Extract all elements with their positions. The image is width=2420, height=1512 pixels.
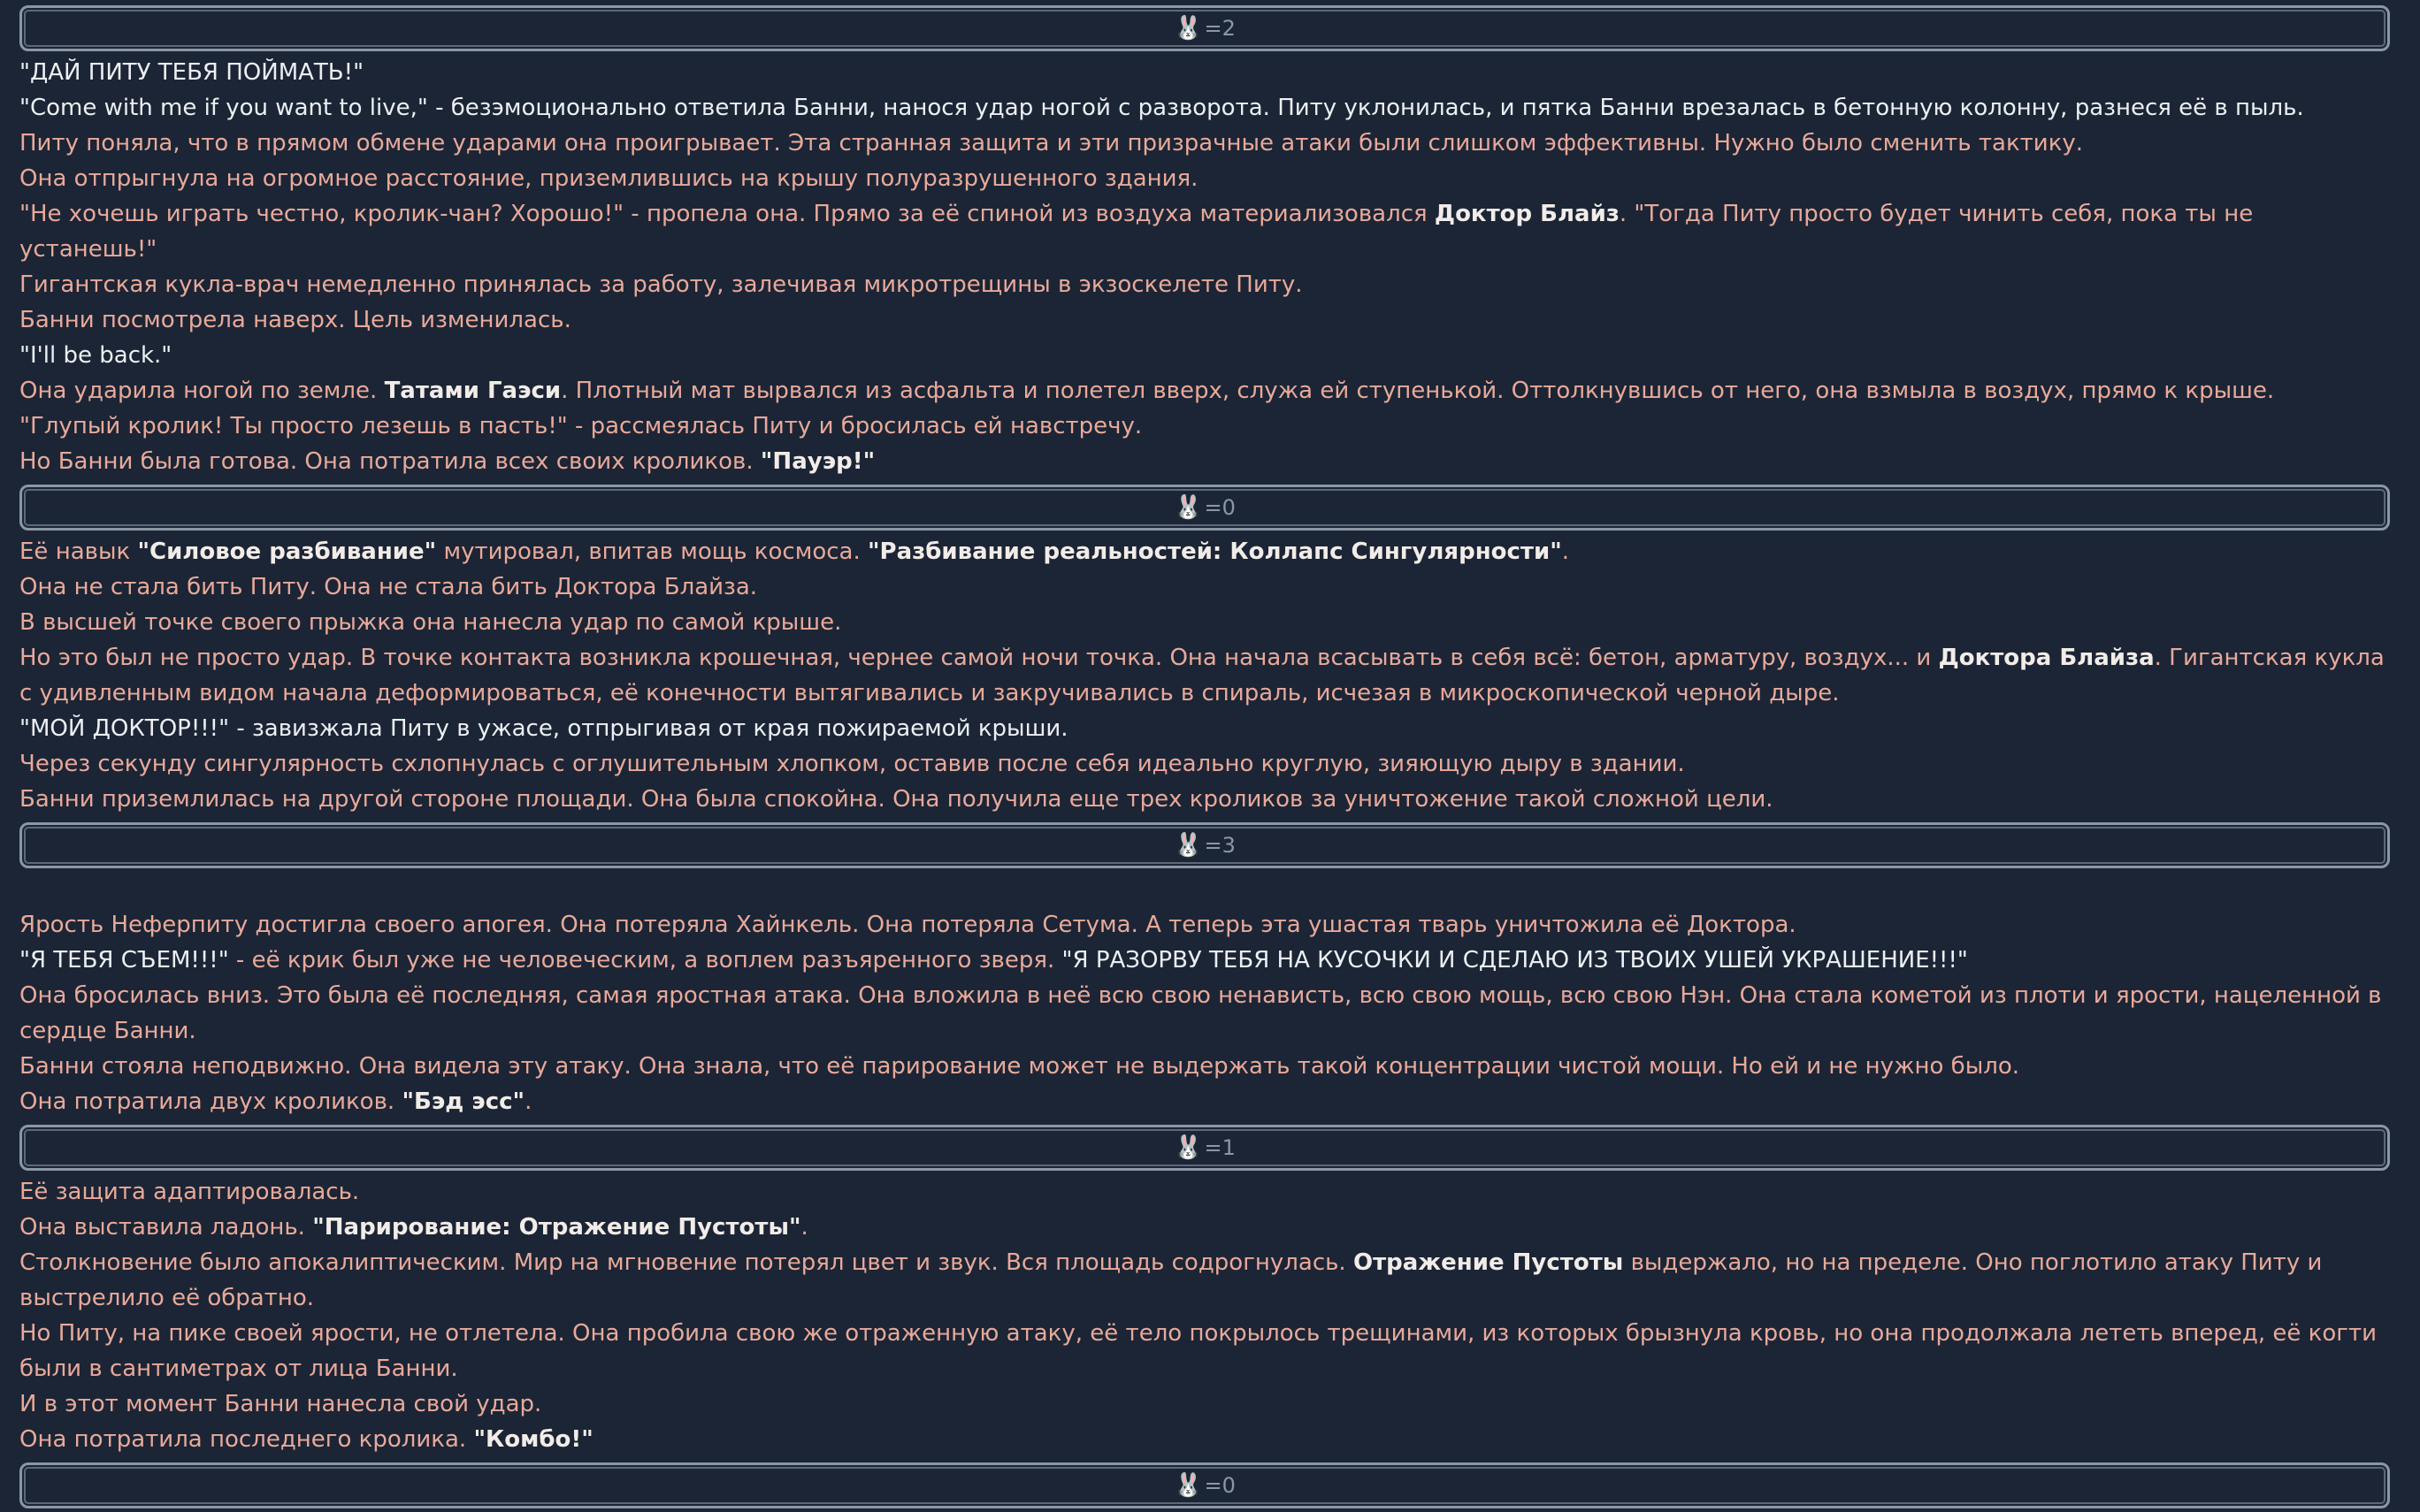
story-line: В высшей точке своего прыжка она нанесла удар по самой крыше. xyxy=(19,609,842,636)
text: Она потратила последнего кролика. xyxy=(19,1426,474,1453)
story-line xyxy=(19,1084,2390,1119)
story-line: Питу поняла, что в прямом обмене ударами она проигрывает. Эта странная защита и эти призрачные атаки были слишком эффективны. Нужно было сменить тактику. xyxy=(19,130,2084,157)
rabbit-count: =0 xyxy=(1204,495,1236,520)
story-line xyxy=(19,534,2390,569)
story-line: Она не стала бить Питу. Она не стала бить Доктора Блайза. xyxy=(19,574,758,600)
quote: "Come with me if you want to live," - безэмоционально ответила Банни, нанося удар ногой с разворота. Питу уклонилась, и пятка Банни врезалась в бетонную колонну, разнеся её в пыль. xyxy=(19,95,2304,121)
text: мутировал, впитав мощь космоса. xyxy=(436,538,868,565)
story-line: "Глупый кролик! Ты просто лезешь в пасть!" - рассмеялась Питу и бросилась ей навстречу. xyxy=(19,413,1143,439)
rabbit-counter xyxy=(19,1462,2390,1508)
story-line: Через секунду сингулярность схлопнулась с оглушительным хлопком, оставив после себя идеально круглую, зияющую дыру в здании. xyxy=(19,751,1685,777)
quote: "Я ТЕБЯ СЪЕМ!!!" xyxy=(19,947,229,974)
story-line xyxy=(19,196,2390,267)
rabbit-counter xyxy=(19,5,2390,51)
story-line xyxy=(19,1210,2390,1245)
bold-name: Доктор Блайз xyxy=(1434,201,1620,227)
rabbit-count: =0 xyxy=(1204,1473,1236,1498)
rabbit-counter xyxy=(19,1125,2390,1171)
text: "Не хочешь играть честно, кролик-чан? Хорошо!" - пропела она. Прямо за её спиной из воздуха материализовался xyxy=(19,201,1435,227)
bold-name: Доктора Блайза xyxy=(1938,645,2155,671)
text: - её крик был уже не человеческим, а воплем разъяренного зверя. xyxy=(228,947,1062,974)
rabbit-count: =2 xyxy=(1204,16,1236,41)
story-line: Ярость Неферпиту достигла своего апогея. Она потеряла Хайнкель. Она потеряла Сетума. А теперь эта ушастая тварь уничтожила её Доктора. xyxy=(19,912,1796,938)
rabbit-icon: 🐰 xyxy=(1174,15,1203,42)
story-line xyxy=(19,1422,2390,1457)
story-content xyxy=(19,0,2390,1512)
story-line: Она бросилась вниз. Это была её последняя, самая яростная атака. Она вложила в неё всю свою ненависть, всю свою мощь, всю свою Нэн. Она стала кометой из плоти и ярости, нацеленной в сердце Банни. xyxy=(19,982,2382,1044)
rabbit-counter xyxy=(19,822,2390,868)
story-line xyxy=(19,1245,2390,1316)
text: Её навык xyxy=(19,538,138,565)
story-line xyxy=(19,90,2390,126)
text: Она потратила двух кроликов. xyxy=(19,1088,402,1115)
story-line: "МОЙ ДОКТОР!!!" - завизжала Питу в ужасе, отпрыгивая от края пожираемой крыши. xyxy=(19,715,1068,742)
story-line xyxy=(19,943,2390,978)
story-line: Гигантская кукла-врач немедленно принялась за работу, залечивая микротрещины в экзоскелете Питу. xyxy=(19,271,1303,298)
rabbit-count: =3 xyxy=(1204,833,1236,858)
story-line: Её защита адаптировалась. xyxy=(19,1179,360,1205)
bold-name: "Пауэр!" xyxy=(760,448,876,475)
story-line xyxy=(19,373,2390,409)
text: выдержало, но на пределе. Оно поглотило атаку Питу и выстрелило её обратно. xyxy=(19,1249,2323,1311)
bold-name: Татами Гаэси xyxy=(384,378,562,404)
story-line: Банни стояла неподвижно. Она видела эту атаку. Она знала, что её парирование может не выдержать такой концентрации чистой мощи. Но ей и не нужно было. xyxy=(19,1053,2020,1080)
story-line: И в этот момент Банни нанесла свой удар. xyxy=(19,1391,542,1417)
text: Она выставила ладонь. xyxy=(19,1214,313,1241)
text: . Плотный мат вырвался из асфальта и полетел вверх, служа ей ступенькой. Оттолкнувшись от него, она взмыла в воздух, прямо к крыше. xyxy=(561,378,2275,404)
quote: "Я РАЗОРВУ ТЕБЯ НА КУСОЧКИ И СДЕЛАЮ ИЗ ТВОИХ УШЕЙ УКРАШЕНИЕ!!!" xyxy=(1061,947,1968,974)
rabbit-count: =1 xyxy=(1204,1135,1236,1160)
text: . Гигантская кукла с удивленным видом начала деформироваться, её конечности вытягивались и закручивались в спираль, исчезая в микроскопической черной дыре. xyxy=(19,645,2385,706)
story-line xyxy=(19,640,2390,711)
text: Столкновение было апокалиптическим. Мир на мгновение потерял цвет и звук. Вся площадь содрогнулась. xyxy=(19,1249,1353,1276)
bold-name: "Парирование: Отражение Пустоты" xyxy=(312,1214,801,1241)
text: . "Тогда Питу просто будет чинить себя, пока ты не устанешь!" xyxy=(19,201,2254,263)
story-line xyxy=(19,444,2390,479)
rabbit-icon: 🐰 xyxy=(1174,1472,1203,1499)
text: Но это был не просто удар. В точке контакта возникла крошечная, чернее самой ночи точка. Она начала всасывать в себя всё: бетон, арматуру, воздух... и xyxy=(19,645,1939,671)
text: Но Банни была готова. Она потратила всех своих кроликов. xyxy=(19,448,761,475)
text: . xyxy=(525,1088,532,1115)
bold-name: "Разбивание реальностей: Коллапс Сингулярности" xyxy=(868,538,1562,565)
story-line: Банни приземлилась на другой стороне площади. Она была спокойна. Она получила еще трех кроликов за уничтожение такой сложной цели. xyxy=(19,786,1773,813)
bold-name: "Силовое разбивание" xyxy=(137,538,437,565)
text: Она ударила ногой по земле. xyxy=(19,378,385,404)
story-line: Банни посмотрела наверх. Цель изменилась. xyxy=(19,307,571,333)
rabbit-counter xyxy=(19,485,2390,531)
text: . xyxy=(1561,538,1570,565)
bold-name: "Комбо!" xyxy=(473,1426,594,1453)
bold-name: Отражение Пустоты xyxy=(1352,1249,1624,1276)
story-line: "I'll be back." xyxy=(19,342,172,369)
story-line: "ДАЙ ПИТУ ТЕБЯ ПОЙМАТЬ!" xyxy=(19,59,364,86)
rabbit-icon: 🐰 xyxy=(1174,1134,1203,1161)
rabbit-icon: 🐰 xyxy=(1174,832,1203,859)
story-line: Но Питу, на пике своей ярости, не отлетела. Она пробила свою же отраженную атаку, её тело покрылось трещинами, из которых брызнула кровь, но она продолжала лететь вперед, её когти были в сантиметрах от лица Банни. xyxy=(19,1320,2377,1382)
spacer xyxy=(19,872,2390,907)
story-line: Она отпрыгнула на огромное расстояние, приземлившись на крышу полуразрушенного здания. xyxy=(19,165,1199,192)
rabbit-icon: 🐰 xyxy=(1174,494,1203,521)
text: . xyxy=(800,1214,808,1241)
bold-name: "Бэд эсс" xyxy=(402,1088,525,1115)
